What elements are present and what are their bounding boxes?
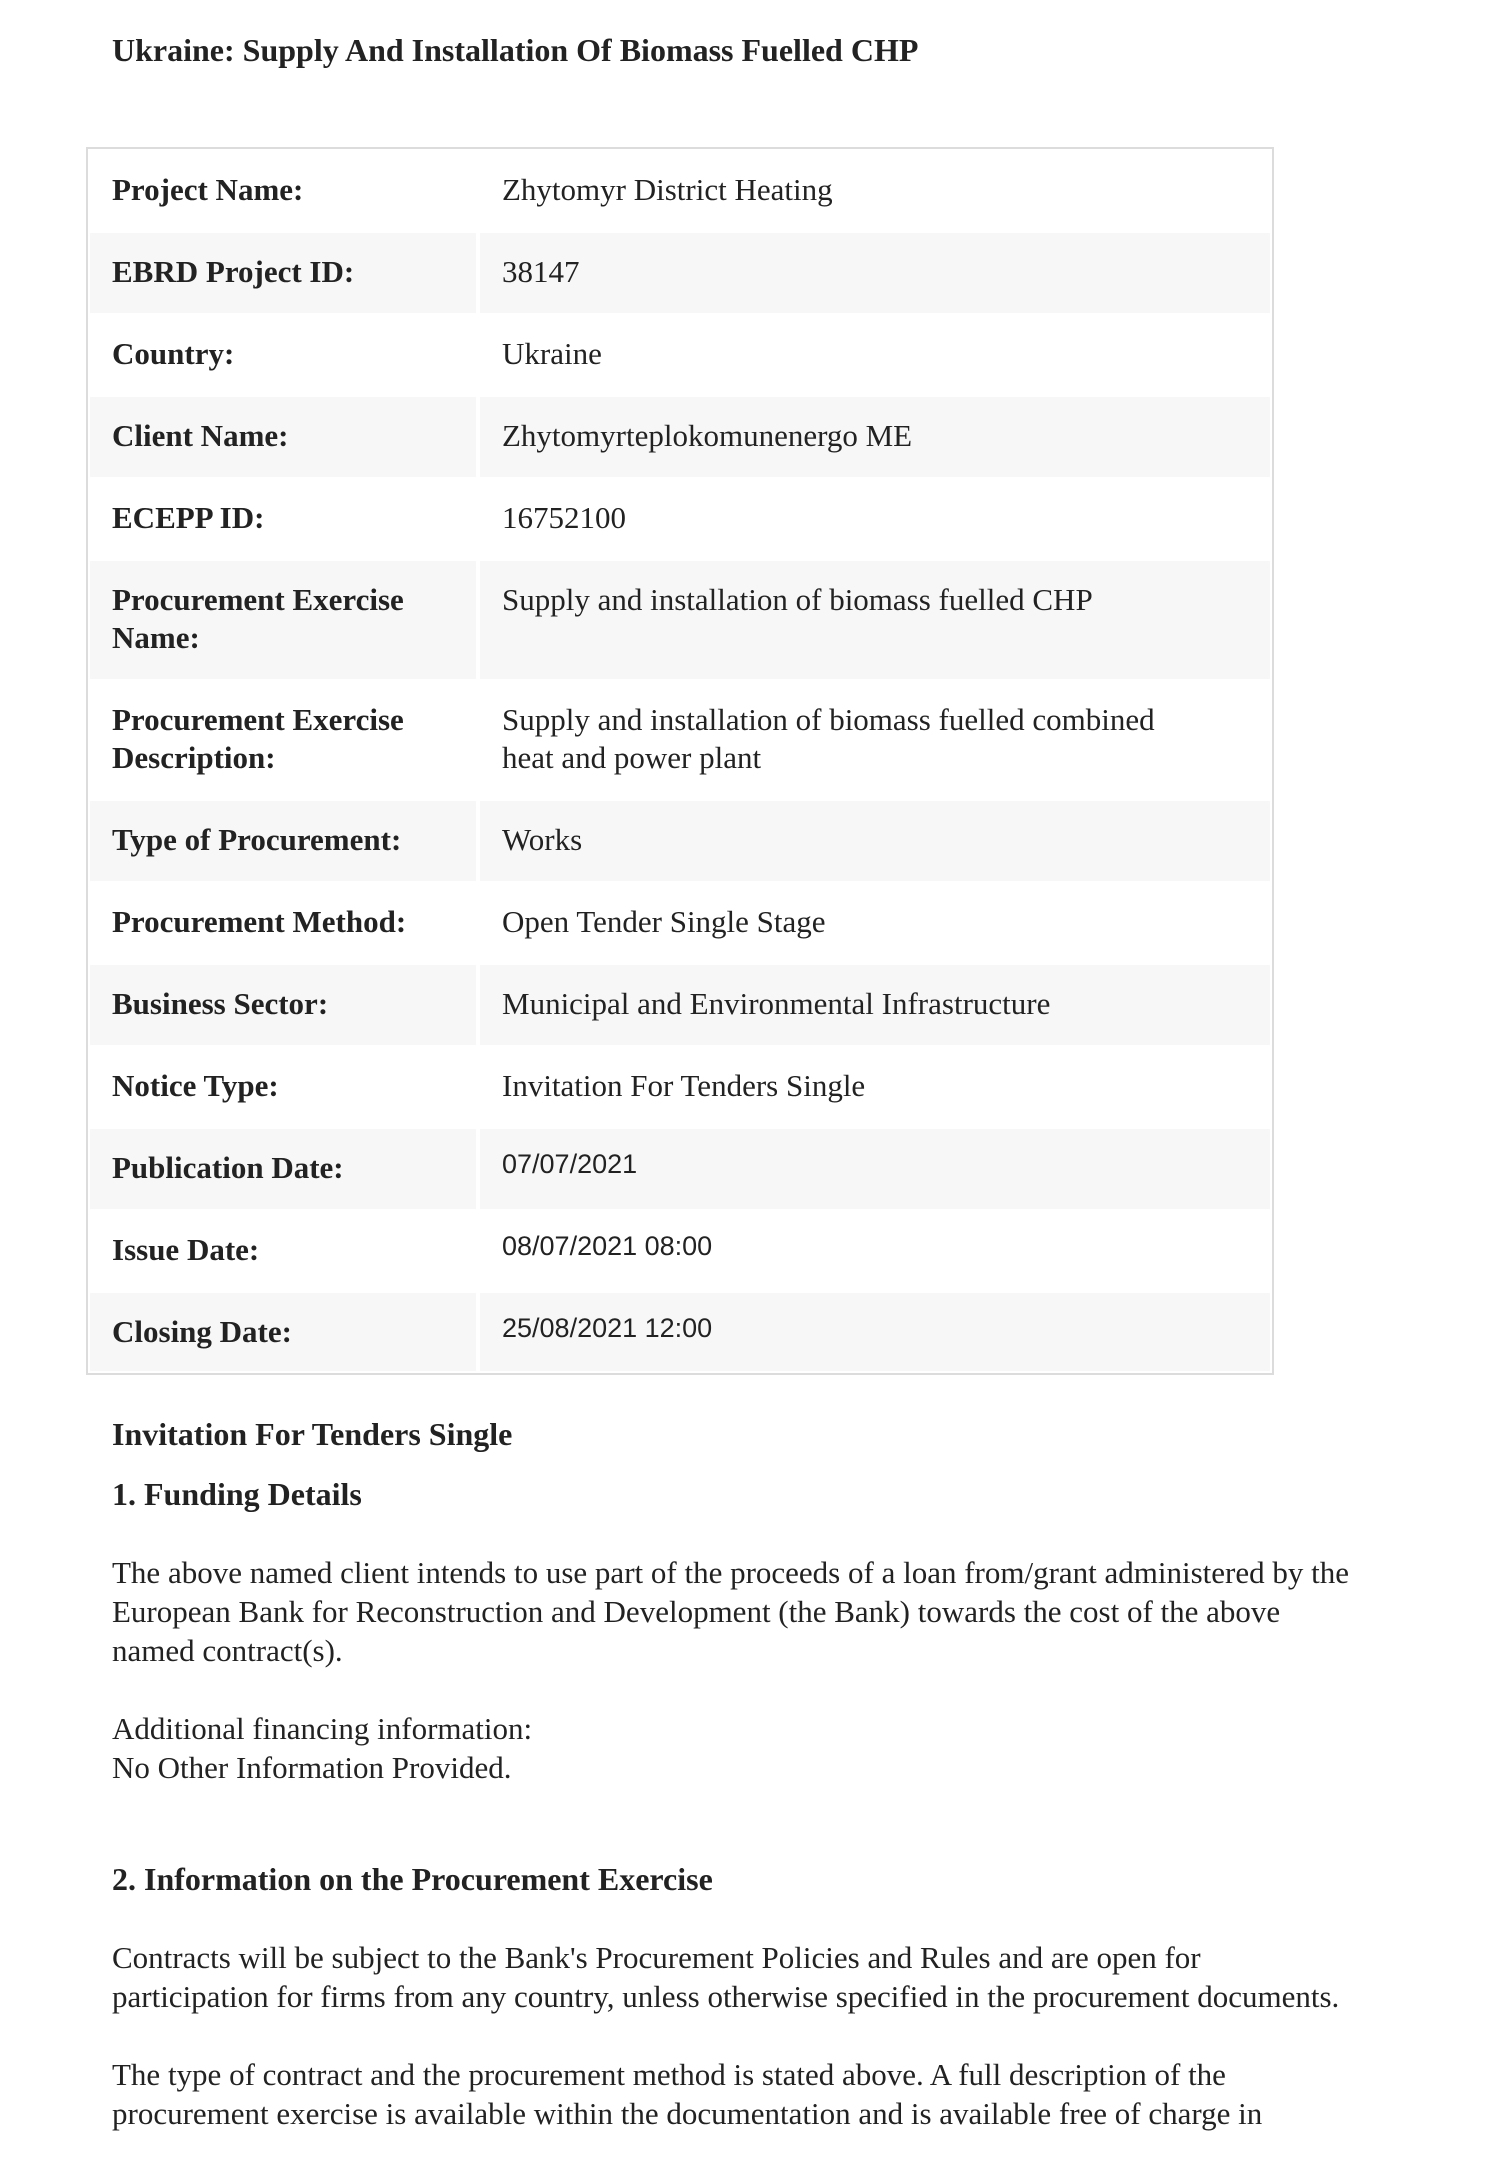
table-row — [90, 681, 1270, 801]
funding-line-2: European Bank for Reconstruction and Development (the Bank) towards the cost of the above — [112, 1594, 1281, 1629]
table-row — [90, 479, 1270, 561]
exercise-name-label — [90, 561, 476, 679]
project-name-value: Zhytomyr District Heating — [480, 151, 1270, 231]
project-details-table — [86, 147, 1274, 1375]
exercise-description-value — [480, 681, 1270, 799]
table-row — [90, 1293, 1270, 1371]
policy-line-2: participation for firms from any country, unless otherwise specified in the procurement documents. — [112, 1979, 1340, 2014]
exercise-description-value-line1: Supply and installation of biomass fuelled combined — [502, 702, 1155, 737]
contract-type-line-2: procurement exercise is available within the documentation and is available free of charge in — [112, 2096, 1263, 2131]
procurement-method-label: Procurement Method: — [90, 883, 476, 963]
country-label: Country: — [90, 315, 476, 395]
notice-type-value: Invitation For Tenders Single — [480, 1047, 1270, 1127]
section-1-heading: 1. Funding Details — [112, 1476, 362, 1512]
table-row — [90, 315, 1270, 397]
table-row — [90, 1129, 1270, 1211]
table-row — [90, 561, 1270, 681]
publication-date-value: 07/07/2021 — [480, 1129, 1270, 1209]
procurement-method-value: Open Tender Single Stage — [480, 883, 1270, 963]
exercise-name-label-line1: Procurement Exercise — [112, 582, 404, 617]
exercise-description-value-line2: heat and power plant — [502, 740, 762, 775]
table-row — [90, 801, 1270, 883]
project-id-label: EBRD Project ID: — [90, 233, 476, 313]
exercise-description-label — [90, 681, 476, 799]
table-row — [90, 1211, 1270, 1293]
issue-date-label: Issue Date: — [90, 1211, 476, 1291]
notice-heading: Invitation For Tenders Single — [112, 1416, 513, 1452]
additional-financing-line-1: Additional financing information: — [112, 1711, 533, 1746]
additional-financing-paragraph — [112, 1709, 1452, 1787]
client-name-value: Zhytomyrteplokomunenergo ME — [480, 397, 1270, 477]
document-title: Ukraine: Supply And Installation Of Biomass Fuelled CHP — [112, 32, 919, 68]
notice-type-label: Notice Type: — [90, 1047, 476, 1127]
funding-line-3: named contract(s). — [112, 1633, 343, 1668]
closing-date-value: 25/08/2021 12:00 — [480, 1293, 1270, 1371]
procurement-policy-paragraph — [112, 1938, 1452, 2016]
ecepp-id-label: ECEPP ID: — [90, 479, 476, 559]
contract-type-paragraph — [112, 2055, 1452, 2133]
table-row — [90, 233, 1270, 315]
project-id-value: 38147 — [480, 233, 1270, 313]
exercise-description-label-line2: Description: — [112, 740, 276, 775]
additional-financing-line-2: No Other Information Provided. — [112, 1750, 512, 1785]
business-sector-value: Municipal and Environmental Infrastructure — [480, 965, 1270, 1045]
country-value: Ukraine — [480, 315, 1270, 395]
procurement-type-value: Works — [480, 801, 1270, 881]
client-name-label: Client Name: — [90, 397, 476, 477]
publication-date-label: Publication Date: — [90, 1129, 476, 1209]
table-row — [90, 151, 1270, 233]
table-row — [90, 883, 1270, 965]
section-2-heading: 2. Information on the Procurement Exercise — [112, 1861, 713, 1897]
ecepp-id-value: 16752100 — [480, 479, 1270, 559]
table-row — [90, 965, 1270, 1047]
project-name-label: Project Name: — [90, 151, 476, 231]
closing-date-label: Closing Date: — [90, 1293, 476, 1371]
exercise-description-label-line1: Procurement Exercise — [112, 702, 404, 737]
issue-date-value: 08/07/2021 08:00 — [480, 1211, 1270, 1291]
exercise-name-label-line2: Name: — [112, 620, 200, 655]
exercise-name-value: Supply and installation of biomass fuelled CHP — [480, 561, 1270, 679]
funding-line-1: The above named client intends to use part of the proceeds of a loan from/grant administered by the — [112, 1555, 1350, 1590]
funding-details-paragraph — [112, 1553, 1452, 1670]
table-row — [90, 397, 1270, 479]
business-sector-label: Business Sector: — [90, 965, 476, 1045]
policy-line-1: Contracts will be subject to the Bank's Procurement Policies and Rules and are open for — [112, 1940, 1201, 1975]
table-row — [90, 1047, 1270, 1129]
procurement-type-label: Type of Procurement: — [90, 801, 476, 881]
contract-type-line-1: The type of contract and the procurement method is stated above. A full description of the — [112, 2057, 1226, 2092]
